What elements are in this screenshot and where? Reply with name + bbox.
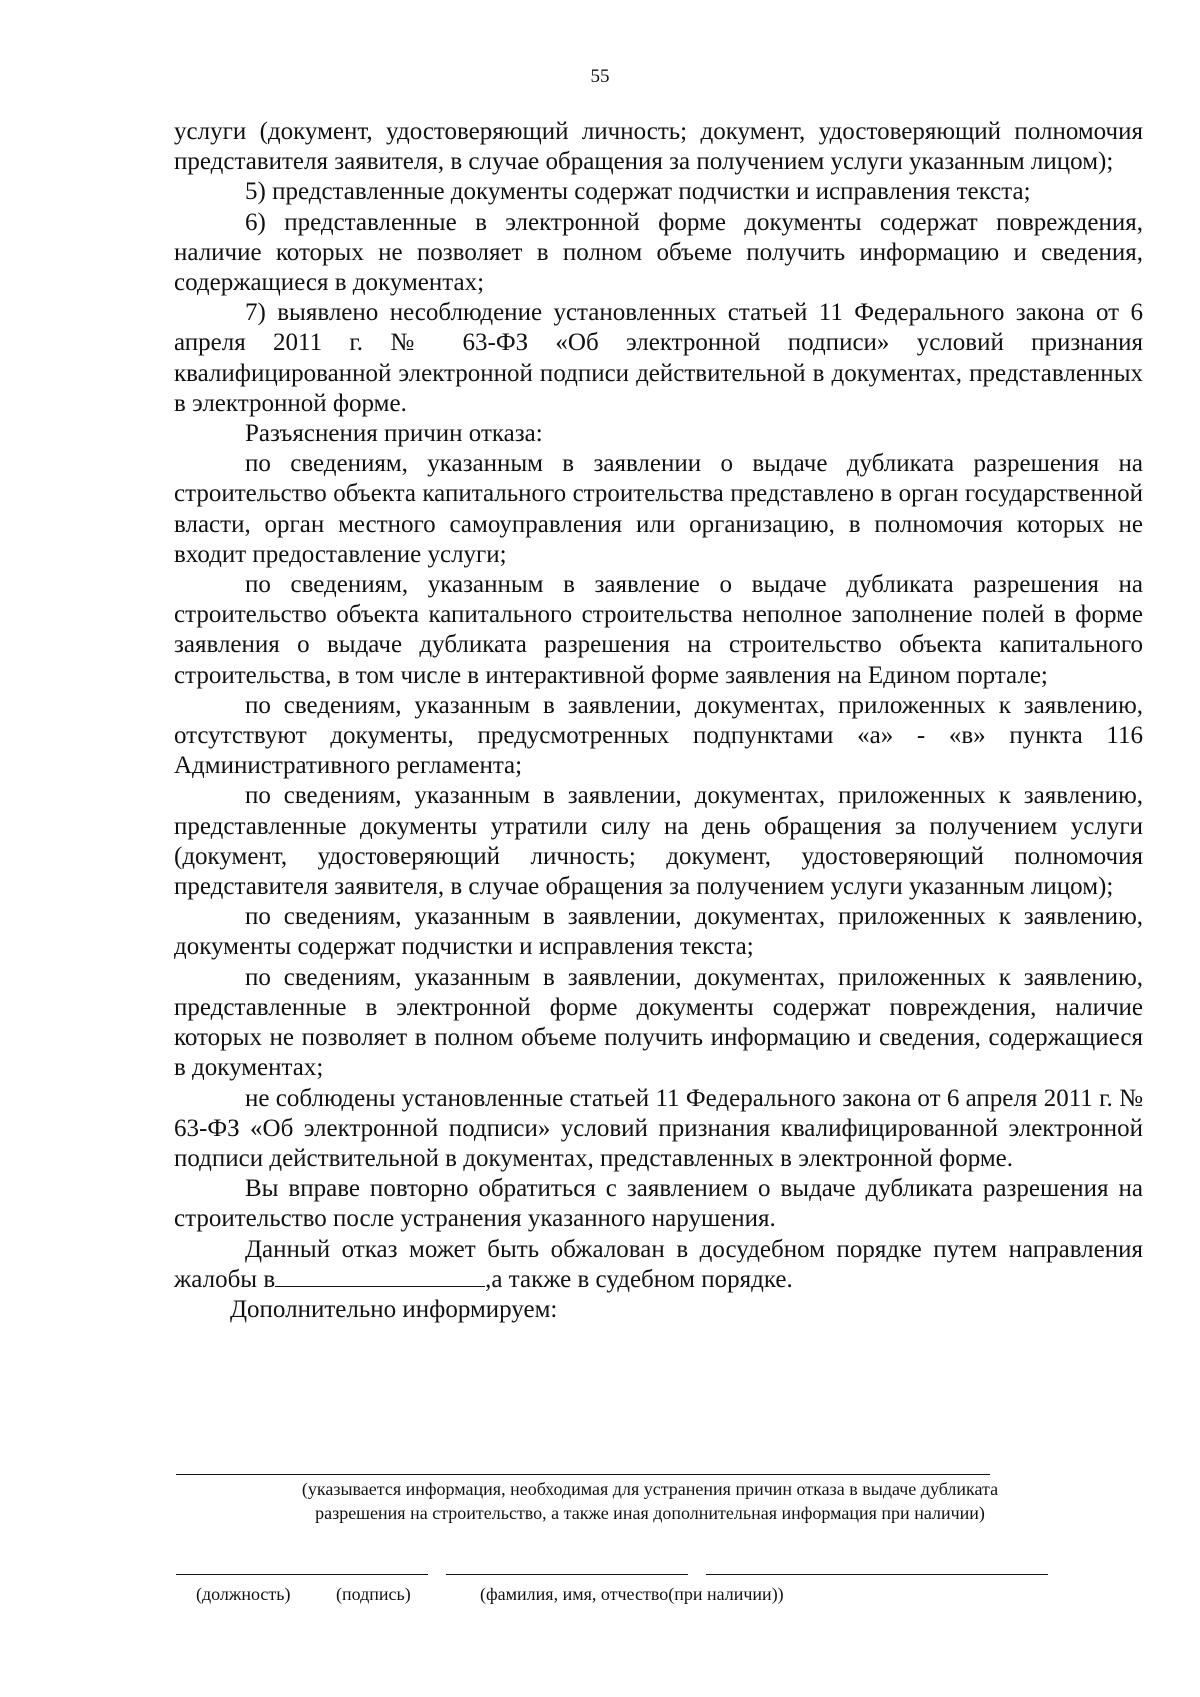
complaint-text: Данный отказ может быть обжалован в досудебном порядке путем направления жалобы в	[174, 1235, 1143, 1293]
paragraph-item-6: 6) представленные в электронной форме документы содержат повреждения, наличие которых не позволяет в полном объеме получить информацию и сведения, содержащиеся в документах;	[174, 208, 1143, 297]
page-number: 55	[590, 66, 610, 87]
paragraph-item-5: 5) представленные документы содержат подчистки и исправления текста;	[245, 178, 1031, 206]
signature-caption: (подпись)	[336, 1584, 411, 1604]
name-line	[446, 1574, 688, 1575]
complaint-authority-blank	[275, 1266, 485, 1287]
resubmit-paragraph: Вы вправе повторно обратиться с заявлением о выдаче дубликата разрешения на строительство после устранения указанного нарушения.	[174, 1175, 1143, 1233]
position-signature-line	[176, 1574, 428, 1575]
complaint-text-end: ,а также в судебном порядке.	[485, 1265, 793, 1293]
reason-paragraph: по сведениям, указанным в заявлении, документах, приложенных к заявлению, представленные документы утратили силу на день обращения за получением услуги (документ, удостоверяющий личность; документ, удостоверяющий полномочия представителя заявителя, в случае обращения за получением услуги указанным лицом);	[174, 782, 1143, 901]
additional-info-label: Дополнительно информируем:	[230, 1295, 558, 1323]
reason-paragraph: по сведениям, указанным в заявление о выдаче дубликата разрешения на строительство объекта капитального строительства неполное заполнение полей в форме заявления о выдаче дубликата разрешения на строительство объекта капитального строительства, в том числе в интерактивной форме заявления на Едином портале;	[174, 571, 1143, 689]
name-caption: (фамилия, имя, отчество(при наличии))	[480, 1584, 784, 1604]
paragraph-item-7: 7) выявлено несоблюдение установленных статьей 11 Федерального закона от 6 апреля 2011 г. № 63-ФЗ «Об электронной подписи» условий признания квалифицированной электронной подписи действительной в документах, представленных в электронной форме.	[174, 299, 1143, 417]
paragraph-continuation: услуги (документ, удостоверяющий личность; документ, удостоверяющий полномочия представителя заявителя, в случае обращения за получением услуги указанным лицом);	[174, 118, 1143, 176]
position-caption: (должность)	[196, 1584, 291, 1604]
additional-info-line	[176, 1474, 990, 1475]
reason-paragraph: по сведениям, указанным в заявлении о выдаче дубликата разрешения на строительство объекта капитального строительства представлено в орган государственной власти, орган местного самоуправления или организацию, в полномочия которых не входит предоставление услуги;	[174, 450, 1143, 568]
reason-paragraph: по сведениям, указанным в заявлении, документах, приложенных к заявлению, документы содержат подчистки и исправления текста;	[174, 903, 1143, 961]
refusal-reasons-heading: Разъяснения причин отказа:	[245, 420, 543, 448]
reason-paragraph: по сведениям, указанным в заявлении, документах, приложенных к заявлению, отсутствуют документы, предусмотренных подпунктами «а» - «в» пункта 116 Административного регламента;	[174, 691, 1143, 780]
document-body	[174, 117, 1143, 1325]
reason-paragraph: не соблюдены установленные статьей 11 Федерального закона от 6 апреля 2011 г. № 63-ФЗ «Об электронной подписи» условий признания квалифицированной электронной подписи действительной в документах, представленных в электронной форме.	[174, 1084, 1143, 1172]
additional-info-note: (указывается информация, необходимая для устранения причин отказа в выдаче дубликата разрешения на строительство, а также иная дополнительная информация при наличии)	[301, 1479, 999, 1523]
reason-paragraph: по сведениям, указанным в заявлении, документах, приложенных к заявлению, представленные в электронной форме документы содержат повреждения, наличие которых не позволяет в полном объеме получить информацию и сведения, содержащиеся в документах;	[174, 963, 1143, 1082]
extra-line	[706, 1574, 1048, 1575]
complaint-paragraph	[174, 1235, 1143, 1295]
